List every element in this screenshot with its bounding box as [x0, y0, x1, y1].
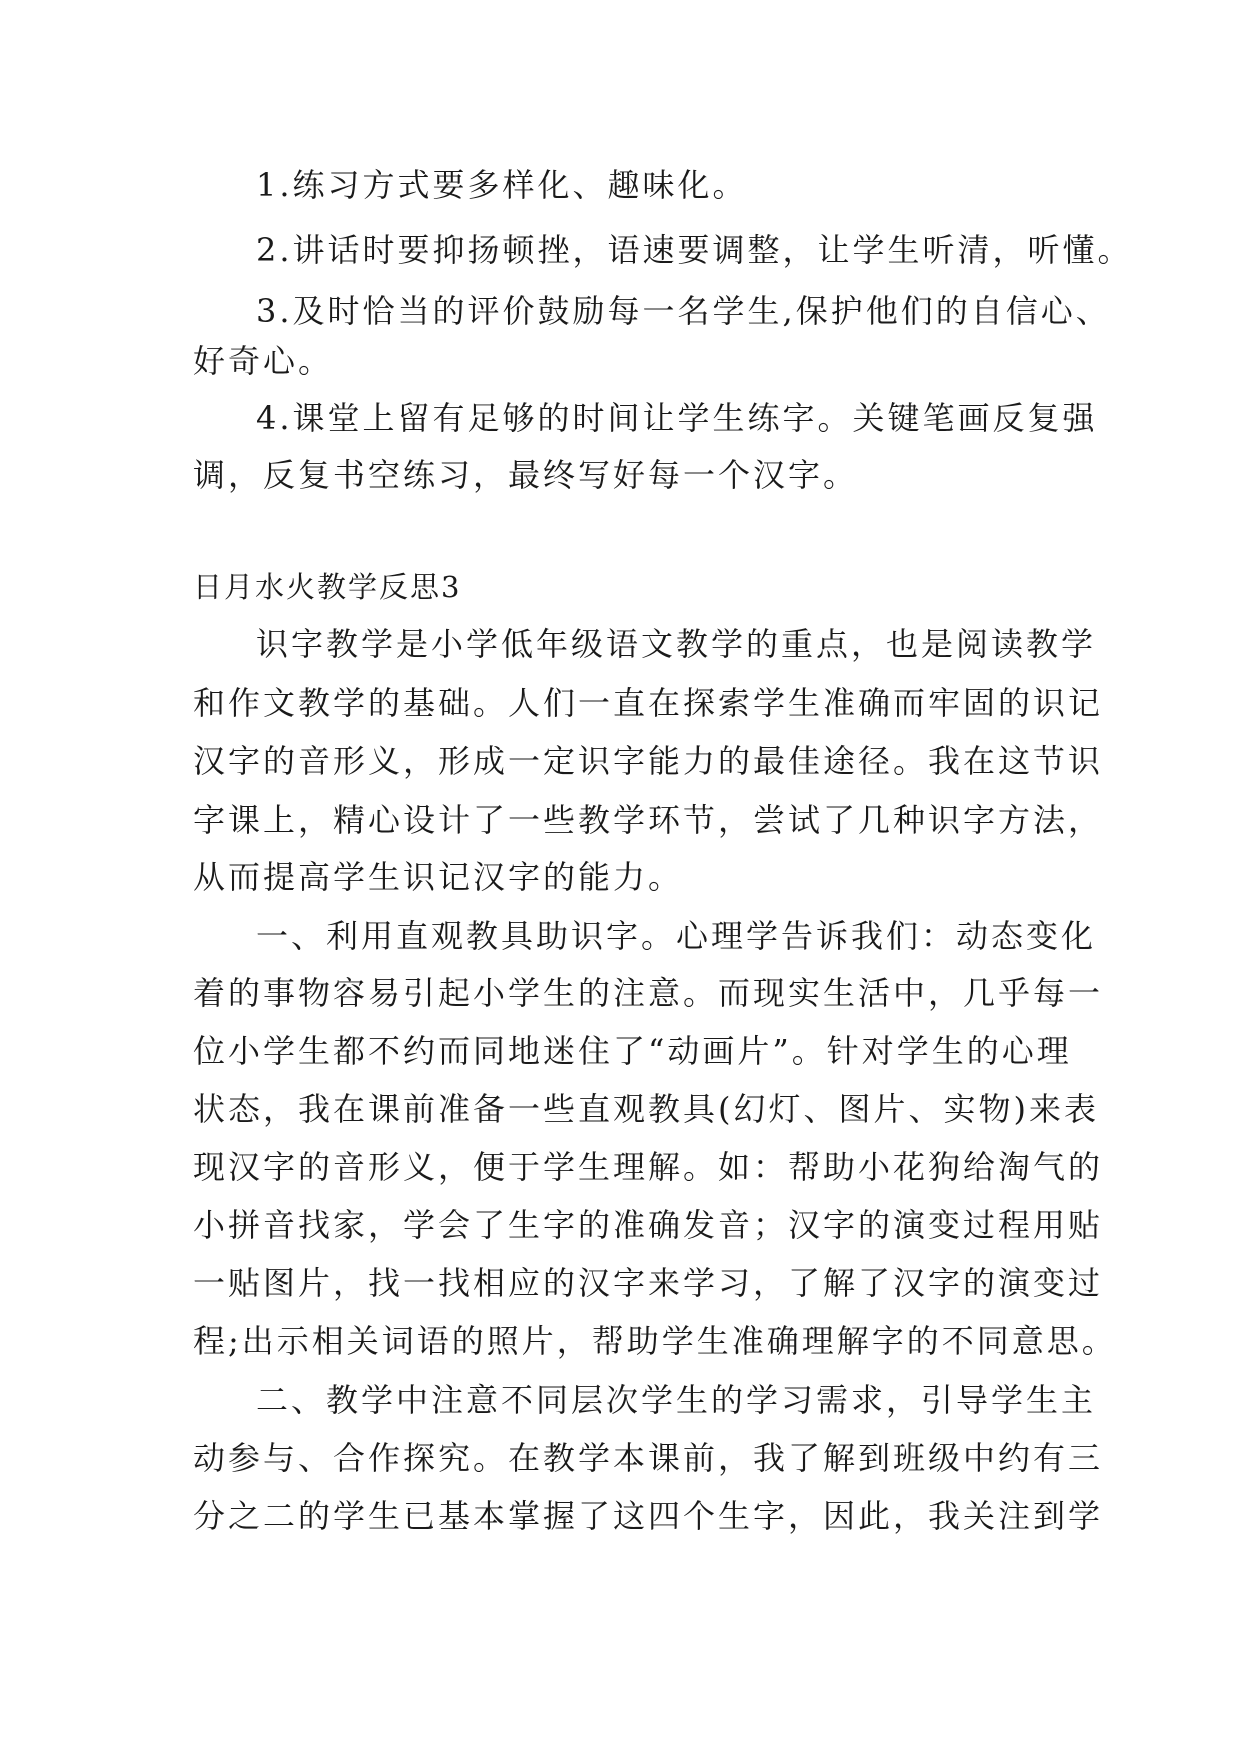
- list-item-4-line-2: 调，反复书空练习，最终写好每一个汉字。: [193, 456, 859, 494]
- paragraph-line: 和作文教学的基础。人们一直在探索学生准确而牢固的识记: [193, 684, 1104, 722]
- list-item-2: 2.讲话时要抑扬顿挫，语速要调整，让学生听清，听懂。: [256, 231, 1133, 269]
- paragraph-line: 着的事物容易引起小学生的注意。而现实生活中，几乎每一: [193, 974, 1104, 1012]
- section-title: 日月水火教学反思3: [193, 570, 462, 604]
- paragraph-line: 程;出示相关词语的照片，帮助学生准确理解字的不同意思。: [193, 1322, 1117, 1360]
- paragraph-line: 一、利用直观教具助识字。心理学告诉我们：动态变化: [256, 917, 1097, 955]
- paragraph-line: 字课上，精心设计了一些教学环节，尝试了几种识字方法，: [193, 801, 1104, 839]
- list-item-1: 1.练习方式要多样化、趣味化。: [256, 166, 748, 204]
- paragraph-line: 分之二的学生已基本掌握了这四个生字，因此，我关注到学: [193, 1497, 1104, 1535]
- paragraph-line: 一贴图片，找一找相应的汉字来学习，了解了汉字的演变过: [193, 1264, 1104, 1302]
- paragraph-line: 二、教学中注意不同层次学生的学习需求，引导学生主: [256, 1381, 1097, 1419]
- paragraph-line: 从而提高学生识记汉字的能力。: [193, 858, 684, 896]
- paragraph-line: 位小学生都不约而同地迷住了“动画片”。针对学生的心理: [193, 1032, 1072, 1070]
- paragraph-line: 现汉字的音形义，便于学生理解。如：帮助小花狗给淘气的: [193, 1148, 1104, 1186]
- paragraph-line: 识字教学是小学低年级语文教学的重点，也是阅读教学: [256, 625, 1097, 663]
- list-item-3-line-1: 3.及时恰当的评价鼓励每一名学生,保护他们的自信心、: [256, 292, 1111, 330]
- paragraph-line: 小拼音找家，学会了生字的准确发音；汉字的演变过程用贴: [193, 1206, 1104, 1244]
- list-item-3-line-2: 好奇心。: [193, 342, 334, 380]
- paragraph-line: 动参与、合作探究。在教学本课前，我了解到班级中约有三: [193, 1439, 1104, 1477]
- paragraph-line: 汉字的音形义，形成一定识字能力的最佳途径。我在这节识: [193, 742, 1104, 780]
- list-item-4-line-1: 4.课堂上留有足够的时间让学生练字。关键笔画反复强: [256, 399, 1098, 437]
- paragraph-line: 状态，我在课前准备一些直观教具(幻灯、图片、实物)来表: [193, 1090, 1099, 1128]
